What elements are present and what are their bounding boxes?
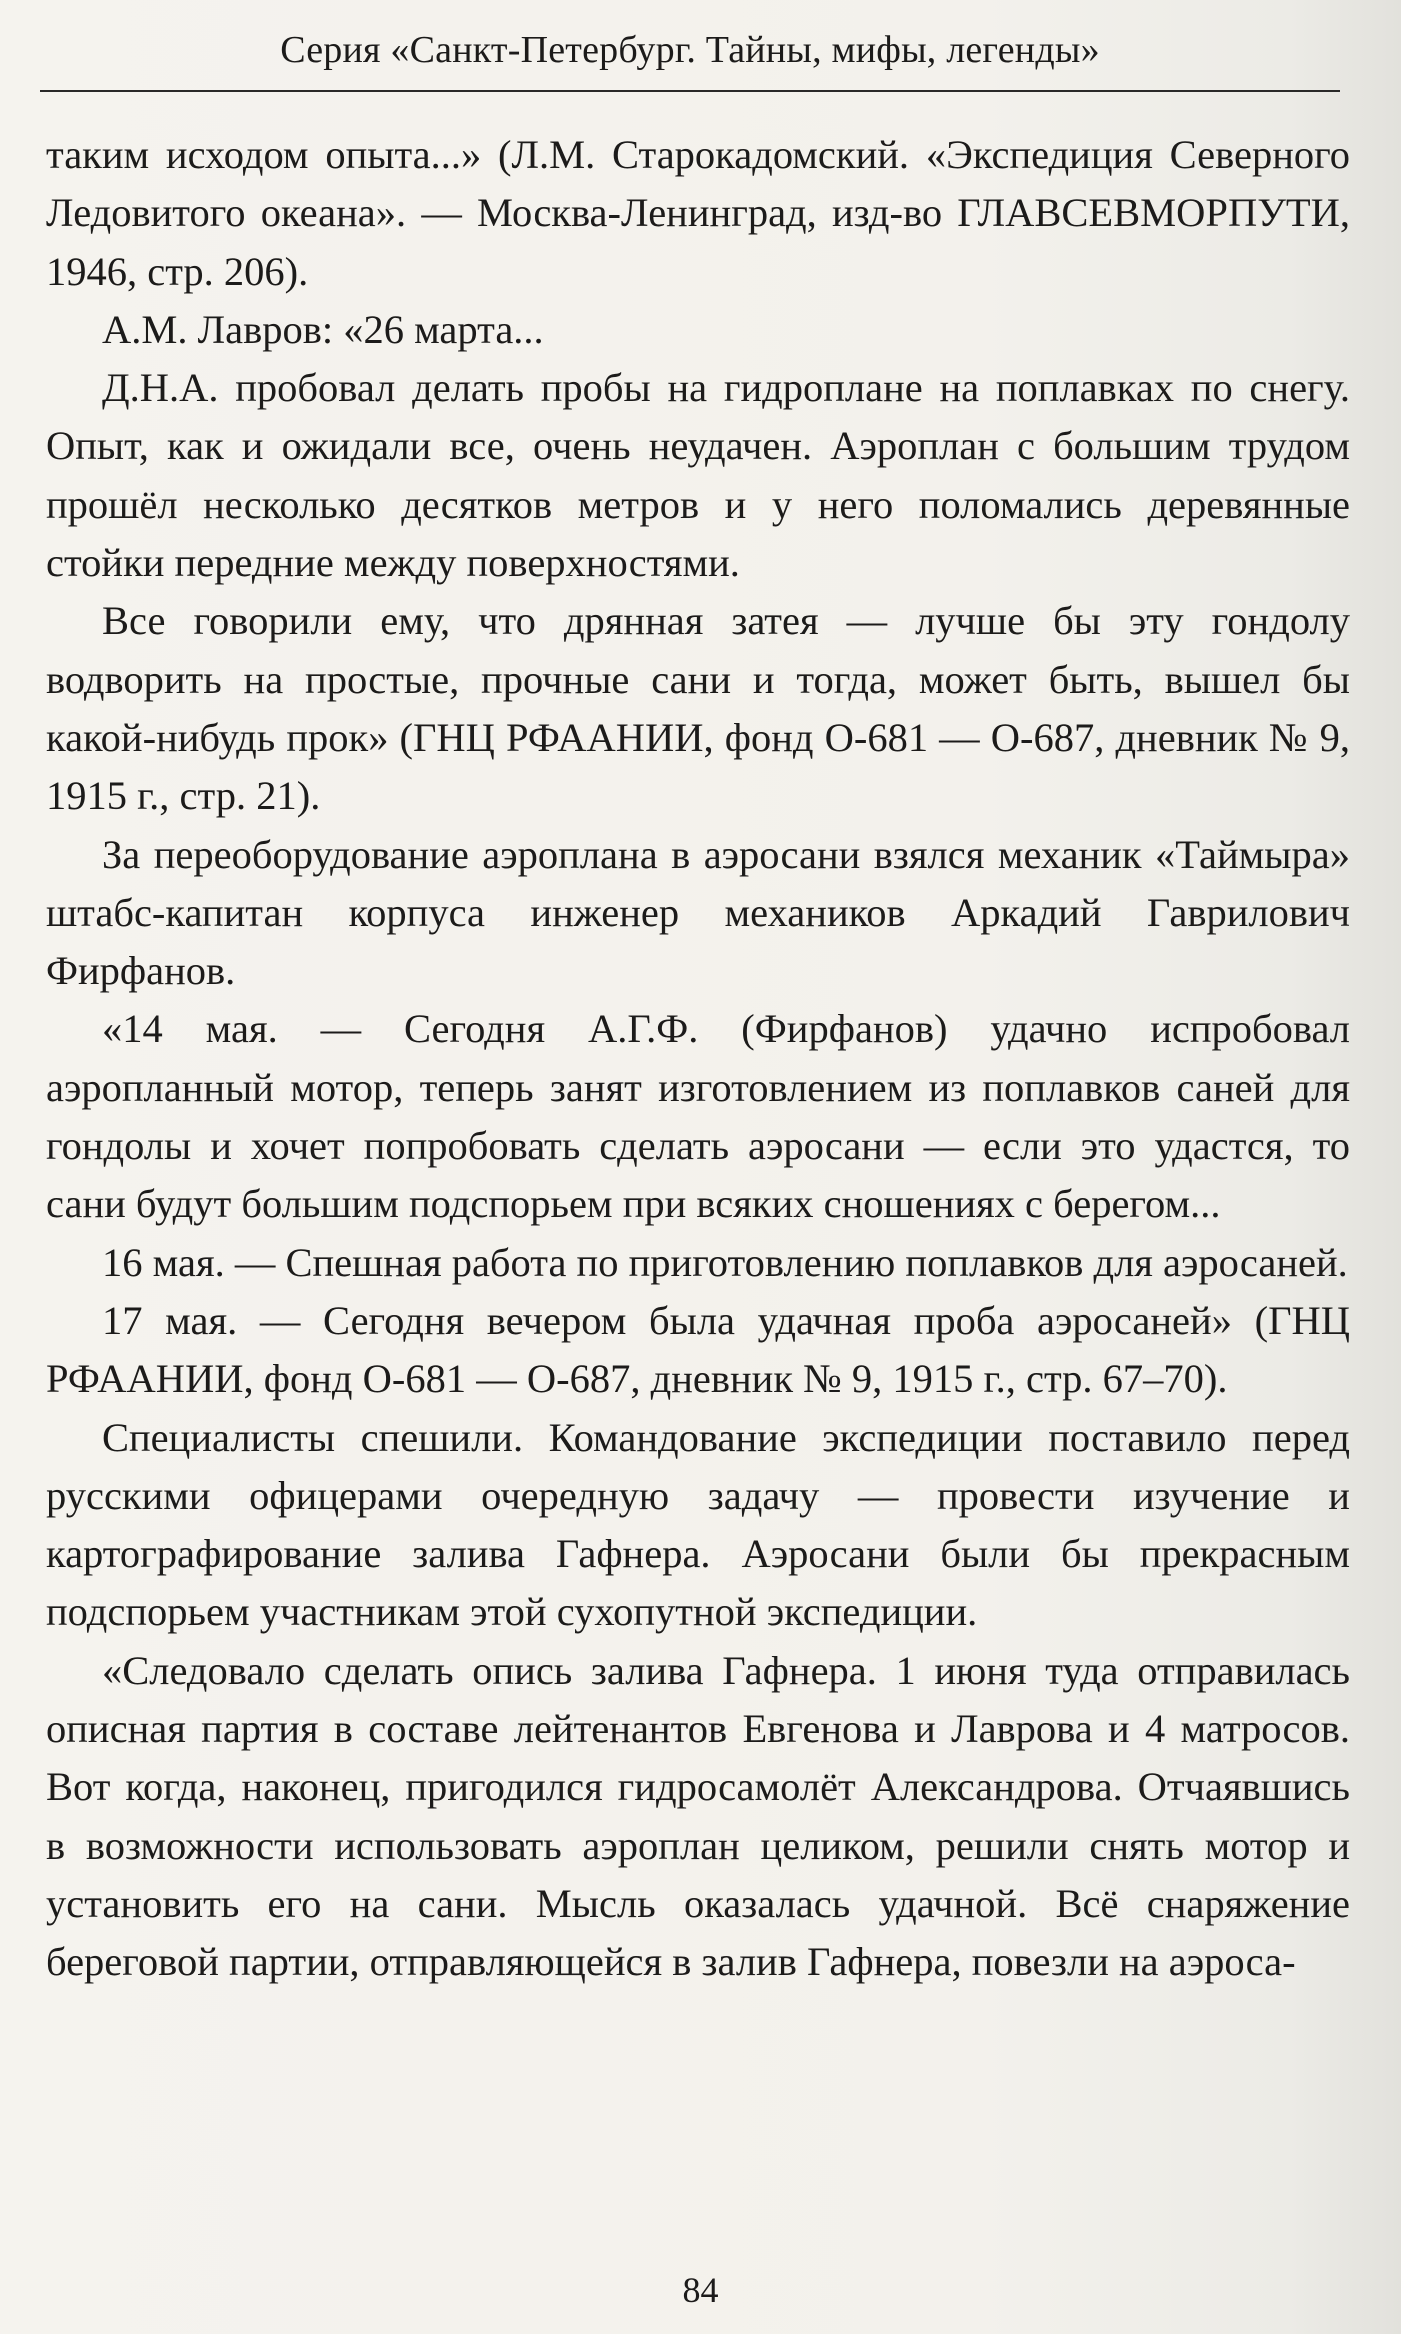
- paragraph-1: таким исходом опыта...» (Л.М. Старокадомский. «Экспедиция Северного Ледовитого океана». — Москва-Ленинград, изд-во ГЛАВСЕВМОРПУТИ, 1946, стр. 206).: [46, 132, 1350, 294]
- paragraph-6: «14 мая. — Сегодня А.Г.Ф. (Фирфанов) удачно испробовал аэропланный мотор, теперь занят изготовлением из поплавков саней для гондолы и хочет попробовать сделать аэросани — если это удастся, то сани будут большим подспорьем при всяких сношениях с берегом...: [46, 1006, 1350, 1227]
- running-head: Серия «Санкт-Петербург. Тайны, мифы, легенды»: [280, 29, 1100, 71]
- page-number: 84: [682, 2270, 719, 2310]
- body-text: [46, 126, 1350, 1992]
- paragraph-9: Специалисты спешили. Командование экспедиции поставило перед русскими офицерами очередную задачу — провести изучение и картографирование залива Гафнера. Аэросани были бы прекрасным подспорьем участникам этой сухопутной экспедиции.: [46, 1414, 1350, 1635]
- paragraph-4: Все говорили ему, что дрянная затея — лучше бы эту гондолу водворить на простые, прочные сани и тогда, может быть, вышел бы какой-нибудь прок» (ГНЦ РФААНИИ, фонд О-681 — О-687, дневник № 9, 1915 г., стр. 21).: [46, 598, 1350, 819]
- paragraph-3: Д.Н.А. пробовал делать пробы на гидроплане на поплавках по снегу. Опыт, как и ожидали все, очень неудачен. Аэроплан с большим трудом прошёл несколько десятков метров и у него поломались деревянные стойки передние между поверхностями.: [46, 365, 1350, 586]
- header-rule: [40, 90, 1340, 92]
- paragraph-8: 17 мая. — Сегодня вечером была удачная проба аэросаней» (ГНЦ РФААНИИ, фонд О-681 — О-687, дневник № 9, 1915 г., стр. 67–70).: [46, 1297, 1350, 1402]
- paragraph-10: «Следовало сделать опись залива Гафнера. 1 июня туда отправилась описная партия в составе лейтенантов Евгенова и Лаврова и 4 матросов. Вот когда, наконец, пригодился гидросамолёт Александрова. Отчаявшись в возможности использовать аэроплан целиком, решили снять мотор и установить его на сани. Мысль оказалась удачной. Всё снаряжение береговой партии, отправляющейся в залив Гафнера, повезли на аэроса-: [46, 1647, 1350, 1985]
- paragraph-7: 16 мая. — Спешная работа по приготовлению поплавков для аэросаней.: [102, 1239, 1348, 1285]
- paragraph-2: А.М. Лавров: «26 марта...: [102, 306, 544, 352]
- paragraph-5: За переоборудование аэроплана в аэросани взялся механик «Таймыра» штабс-капитан корпуса инженер механиков Аркадий Гаврилович Фирфанов.: [46, 831, 1350, 994]
